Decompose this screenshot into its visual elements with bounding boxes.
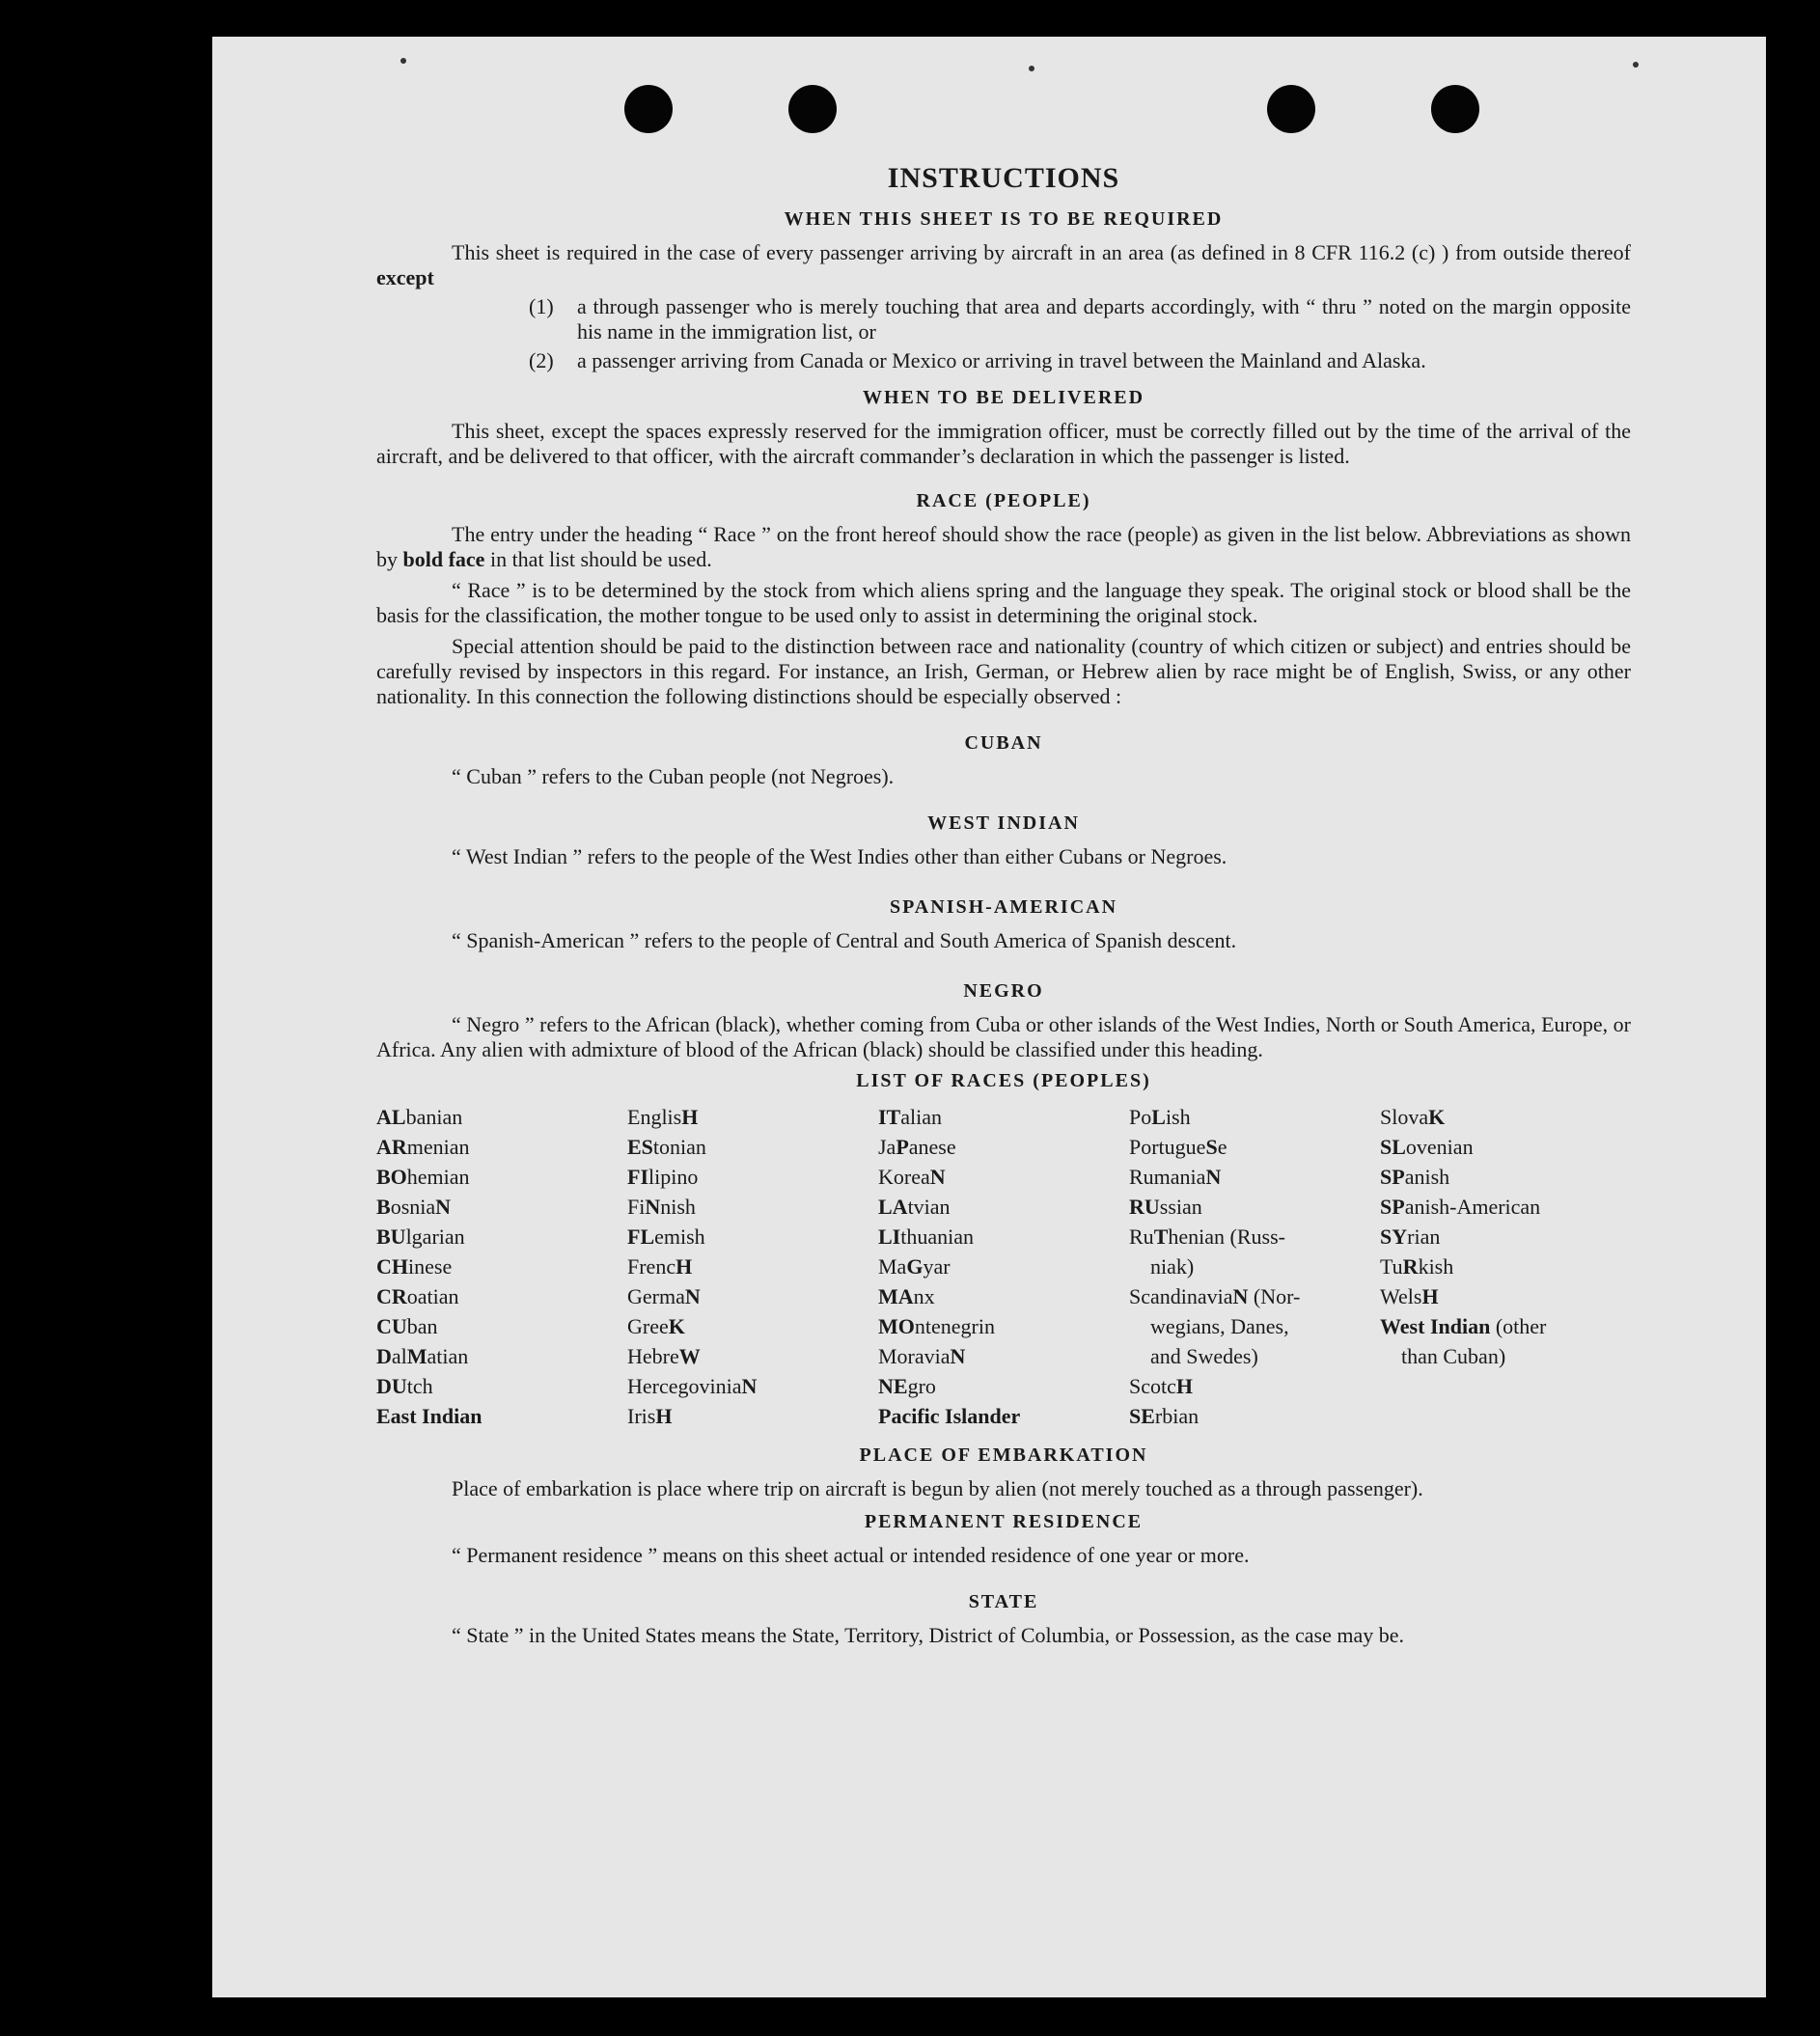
race-abbreviation: H <box>681 1105 699 1129</box>
exception-number: (1) <box>529 294 554 318</box>
race-entry <box>1380 1311 1631 1371</box>
race-abbreviation: CU <box>376 1314 407 1338</box>
race-entry <box>627 1132 878 1162</box>
race-name-part: Moravia <box>878 1344 951 1368</box>
section-heading-west-indian: WEST INDIAN <box>927 812 1080 834</box>
race-entry <box>627 1311 878 1341</box>
race-entry <box>878 1341 1129 1371</box>
race-name-part: henian (Russ- <box>1168 1224 1285 1249</box>
race-abbreviation: MO <box>878 1314 915 1338</box>
race-name-part: Ma <box>878 1254 907 1279</box>
punch-hole <box>1431 85 1479 133</box>
state-text: “ State ” in the United States means the State, Territory, District of Columbia, or Possession, as the case may be. <box>452 1623 1405 1647</box>
race-name-part: Englis <box>627 1105 682 1129</box>
race-name-part: ntenegrin <box>914 1314 995 1338</box>
race-name-part: lipino <box>648 1165 699 1189</box>
race-name-part: Slova <box>1380 1105 1429 1129</box>
race-name-part: rbian <box>1154 1404 1200 1428</box>
race-column <box>1380 1102 1631 1431</box>
race-name-part: (other <box>1490 1314 1547 1338</box>
race-name-part: Germa <box>627 1284 685 1308</box>
race-entry <box>376 1371 627 1401</box>
race-abbreviation: H <box>1175 1374 1194 1398</box>
race-name-part: (Nor- <box>1248 1284 1301 1308</box>
race-entry <box>878 1132 1129 1162</box>
race-entry <box>376 1192 627 1222</box>
document-sheet <box>212 37 1766 1997</box>
race-abbreviation: H <box>676 1254 693 1279</box>
race-name-part: Korea <box>878 1165 930 1189</box>
race-name-continuation: and Swedes) <box>1150 1344 1258 1368</box>
spanish-american-text: “ Spanish-American ” refers to the people of Central and South America of Spanish descent. <box>452 928 1237 952</box>
section-heading-delivered: WHEN TO BE DELIVERED <box>862 387 1145 408</box>
section-heading-state: STATE <box>968 1591 1039 1612</box>
race-entry <box>878 1162 1129 1192</box>
race-abbreviation: FI <box>627 1165 648 1189</box>
race-entry <box>1129 1281 1380 1371</box>
race-entry <box>376 1222 627 1252</box>
race-name-part: Gree <box>627 1314 669 1338</box>
race-abbreviation: RU <box>1129 1195 1160 1219</box>
race-p1-end: in that list should be used. <box>484 547 712 571</box>
race-abbreviation: SP <box>1380 1195 1405 1219</box>
race-name-part: rian <box>1407 1224 1441 1249</box>
race-entry <box>878 1192 1129 1222</box>
race-abbreviation: BU <box>376 1224 406 1249</box>
race-name-part: Ru <box>1129 1224 1154 1249</box>
section-heading-race: RACE (PEOPLE) <box>916 490 1091 511</box>
race-name-part: Po <box>1129 1105 1152 1129</box>
section-heading-cuban: CUBAN <box>964 732 1043 754</box>
race-entry <box>1129 1102 1380 1132</box>
race-name-part: e <box>1217 1135 1227 1159</box>
race-abbreviation: N <box>929 1165 946 1189</box>
exception-number: (2) <box>529 348 554 372</box>
race-name-part: emish <box>654 1224 705 1249</box>
race-abbreviation: East Indian <box>376 1404 483 1428</box>
race-name-part: Portugue <box>1129 1135 1206 1159</box>
race-entry <box>1129 1192 1380 1222</box>
race-name-part: ssian <box>1159 1195 1202 1219</box>
race-name-part: tch <box>406 1374 433 1398</box>
race-entry <box>1380 1162 1631 1192</box>
race-list <box>376 1102 1631 1431</box>
race-name-part: Hercegovinia <box>627 1374 742 1398</box>
race-abbreviation: AL <box>376 1105 406 1129</box>
race-name-part: yar <box>923 1254 951 1279</box>
race-entry <box>376 1281 627 1311</box>
exception-item-1 <box>529 294 1631 344</box>
race-name-part: al <box>391 1344 407 1368</box>
race-entry <box>1129 1132 1380 1162</box>
race-paragraph-1 <box>376 522 1631 572</box>
race-entry <box>878 1222 1129 1252</box>
race-abbreviation: Pacific Islander <box>878 1404 1021 1428</box>
race-abbreviation: N <box>684 1284 701 1308</box>
race-name-part: thuanian <box>900 1224 975 1249</box>
race-abbreviation: B <box>376 1195 391 1219</box>
race-abbreviation: W <box>678 1344 701 1368</box>
race-name-part: banian <box>405 1105 463 1129</box>
race-entry <box>627 1341 878 1371</box>
paper-speck <box>400 58 406 64</box>
race-name-part: Scandinavia <box>1129 1284 1233 1308</box>
race-name-part: gro <box>907 1374 936 1398</box>
race-abbreviation: SY <box>1380 1224 1408 1249</box>
race-name-part: Hebre <box>627 1344 679 1368</box>
section-heading-residence: PERMANENT RESIDENCE <box>864 1511 1144 1532</box>
race-name-part: ish <box>1165 1105 1191 1129</box>
race-entry <box>627 1162 878 1192</box>
race-entry <box>1380 1281 1631 1311</box>
race-name-part: anish-American <box>1404 1195 1541 1219</box>
race-name-part: Scotc <box>1129 1374 1176 1398</box>
race-name-part: Wels <box>1380 1284 1422 1308</box>
section-heading-list-of-races: LIST OF RACES (PEOPLES) <box>856 1070 1151 1091</box>
race-paragraph-3: Special attention should be paid to the distinction between race and nationality (country of which citizen or subject) and entries should be carefully revised by inspectors in this regard. For instance, an Irish, German, or Hebrew alien by race might be of English, Swiss, or any other nationality. In this connection the following distinctions should be especially observed : <box>376 634 1631 708</box>
negro-text: “ Negro ” refers to the African (black), whether coming from Cuba or other islands of the West Indies, North or South America, Europe, or Africa. Any alien with admixture of blood of the African (black) should be classified under this heading. <box>376 1012 1631 1061</box>
race-abbreviation: NE <box>878 1374 908 1398</box>
race-abbreviation: M <box>406 1344 427 1368</box>
race-abbreviation: West Indian <box>1380 1314 1491 1338</box>
cuban-text: “ Cuban ” refers to the Cuban people (not Negroes). <box>452 764 895 788</box>
exception-text: a passenger arriving from Canada or Mexico or arriving in travel between the Mainland and Alaska. <box>577 348 1426 372</box>
race-abbreviation: FL <box>627 1224 655 1249</box>
section-heading-spanish-american: SPANISH-AMERICAN <box>889 896 1118 918</box>
race-entry <box>878 1281 1129 1311</box>
race-name-part: osnia <box>390 1195 436 1219</box>
punch-hole <box>1267 85 1315 133</box>
race-abbreviation: H <box>655 1404 673 1428</box>
race-abbreviation: CH <box>376 1254 408 1279</box>
paper-speck <box>1633 62 1639 68</box>
race-abbreviation: MA <box>878 1284 914 1308</box>
west-indian-text: “ West Indian ” refers to the people of the West Indies other than either Cubans or Negroes. <box>452 844 1227 868</box>
race-column <box>1129 1102 1380 1431</box>
race-name-part: Frenc <box>627 1254 676 1279</box>
race-abbreviation: BO <box>376 1165 407 1189</box>
race-name-part: nx <box>913 1284 935 1308</box>
race-entry <box>376 1162 627 1192</box>
exception-text: a through passenger who is merely touching that area and departs accordingly, with “ thru ” noted on the margin opposite his name in the immigration list, or <box>577 294 1631 344</box>
race-abbreviation: K <box>1428 1105 1446 1129</box>
race-name-part: tonian <box>652 1135 706 1159</box>
race-name-part: ban <box>406 1314 438 1338</box>
race-entry <box>1129 1222 1380 1281</box>
race-entry <box>627 1281 878 1311</box>
race-name-part: Fi <box>627 1195 646 1219</box>
race-entry <box>1380 1102 1631 1132</box>
exception-item-2 <box>529 348 1631 373</box>
race-entry <box>878 1371 1129 1401</box>
race-name-part: nish <box>660 1195 696 1219</box>
page-title: INSTRUCTIONS <box>887 162 1120 194</box>
race-abbreviation: P <box>896 1135 909 1159</box>
race-name-part: Rumania <box>1129 1165 1206 1189</box>
race-abbreviation: LI <box>878 1224 901 1249</box>
delivered-text: This sheet, except the spaces expressly reserved for the immigration officer, must be correctly filled out by the time of the arrival of the aircraft, and be delivered to that officer, with the aircraft commander’s declaration in which the passenger is listed. <box>376 419 1631 468</box>
race-name-part: lgarian <box>405 1224 465 1249</box>
race-name-continuation: than Cuban) <box>1401 1344 1506 1368</box>
race-p1-text: The entry under the heading “ Race ” on the front hereof should show the race (people) as given in the list below. Abbreviations as shown by <box>376 522 1631 571</box>
embarkation-text: Place of embarkation is place where trip on aircraft is begun by alien (not merely touched as a through passenger). <box>452 1476 1423 1500</box>
race-entry <box>627 1192 878 1222</box>
race-entry <box>376 1341 627 1371</box>
race-name-part: oatian <box>406 1284 459 1308</box>
race-entry <box>627 1401 878 1431</box>
race-abbreviation: DU <box>376 1374 407 1398</box>
race-entry <box>1380 1192 1631 1222</box>
race-name-part: atian <box>427 1344 469 1368</box>
race-abbreviation: CR <box>376 1284 407 1308</box>
race-abbreviation: N <box>1232 1284 1249 1308</box>
race-abbreviation: N <box>741 1374 758 1398</box>
race-entry <box>627 1371 878 1401</box>
race-name-part: anese <box>908 1135 956 1159</box>
race-abbreviation: SP <box>1380 1165 1405 1189</box>
race-entry <box>376 1102 627 1132</box>
race-name-part: menian <box>406 1135 470 1159</box>
race-name-part: Iris <box>627 1404 656 1428</box>
race-name-part: kish <box>1418 1254 1454 1279</box>
race-abbreviation: D <box>376 1344 392 1368</box>
race-entry <box>1380 1252 1631 1281</box>
residence-text: “ Permanent residence ” means on this sheet actual or intended residence of one year or more. <box>452 1543 1250 1567</box>
section-heading-negro: NEGRO <box>963 980 1044 1002</box>
race-abbreviation: ES <box>627 1135 653 1159</box>
race-entry <box>627 1252 878 1281</box>
race-name-part: tvian <box>907 1195 951 1219</box>
race-entry <box>878 1311 1129 1341</box>
race-entry <box>878 1102 1129 1132</box>
required-intro-except: except <box>376 265 434 289</box>
race-abbreviation: IT <box>878 1105 901 1129</box>
punch-hole <box>788 85 837 133</box>
race-entry <box>627 1222 878 1252</box>
race-entry <box>376 1252 627 1281</box>
race-entry <box>376 1401 627 1431</box>
section-heading-embarkation: PLACE OF EMBARKATION <box>859 1444 1148 1466</box>
race-paragraph-2: “ Race ” is to be determined by the stock from which aliens spring and the language they speak. The original stock or blood shall be the basis for the classification, the mother tongue to be used only to assist in determining the original stock. <box>376 578 1631 627</box>
race-p1-bold: bold face <box>402 547 485 571</box>
race-abbreviation: L <box>1151 1105 1166 1129</box>
race-abbreviation: SE <box>1129 1404 1155 1428</box>
race-column <box>376 1102 627 1431</box>
race-entry <box>878 1252 1129 1281</box>
race-abbreviation: H <box>1421 1284 1439 1308</box>
instructions-content <box>376 162 1631 1648</box>
race-entry <box>1380 1222 1631 1252</box>
race-name-continuation: wegians, Danes, <box>1150 1314 1289 1338</box>
race-entry <box>1129 1401 1380 1431</box>
race-abbreviation: N <box>645 1195 661 1219</box>
race-entry <box>627 1102 878 1132</box>
race-abbreviation: SL <box>1380 1135 1406 1159</box>
race-entry <box>1129 1162 1380 1192</box>
race-entry <box>376 1311 627 1341</box>
race-name-part: inese <box>408 1254 453 1279</box>
race-abbreviation: AR <box>376 1135 407 1159</box>
race-entry <box>878 1401 1129 1431</box>
race-abbreviation: LA <box>878 1195 908 1219</box>
race-abbreviation: N <box>950 1344 966 1368</box>
race-abbreviation: S <box>1205 1135 1218 1159</box>
race-entry <box>1129 1371 1380 1401</box>
race-name-part: ovenian <box>1405 1135 1474 1159</box>
race-name-part: alian <box>900 1105 943 1129</box>
race-abbreviation: N <box>1205 1165 1222 1189</box>
punch-hole <box>624 85 673 133</box>
race-abbreviation: K <box>668 1314 685 1338</box>
race-abbreviation: T <box>1153 1224 1169 1249</box>
paper-speck <box>1029 66 1034 71</box>
required-intro-text: This sheet is required in the case of every passenger arriving by aircraft in an area (as defined in 8 CFR 116.2 (c) ) from outside thereof <box>452 240 1631 264</box>
race-name-continuation: niak) <box>1150 1254 1195 1279</box>
race-entry <box>1380 1132 1631 1162</box>
race-name-part: Ja <box>878 1135 896 1159</box>
race-abbreviation: N <box>435 1195 452 1219</box>
race-name-part: hemian <box>406 1165 470 1189</box>
race-column <box>627 1102 878 1431</box>
race-abbreviation: R <box>1402 1254 1419 1279</box>
race-name-part: Tu <box>1380 1254 1403 1279</box>
race-name-part: anish <box>1404 1165 1450 1189</box>
race-entry <box>376 1132 627 1162</box>
required-intro <box>376 240 1631 290</box>
race-abbreviation: G <box>906 1254 924 1279</box>
race-column <box>878 1102 1129 1431</box>
section-heading-required: WHEN THIS SHEET IS TO BE REQUIRED <box>784 208 1224 230</box>
